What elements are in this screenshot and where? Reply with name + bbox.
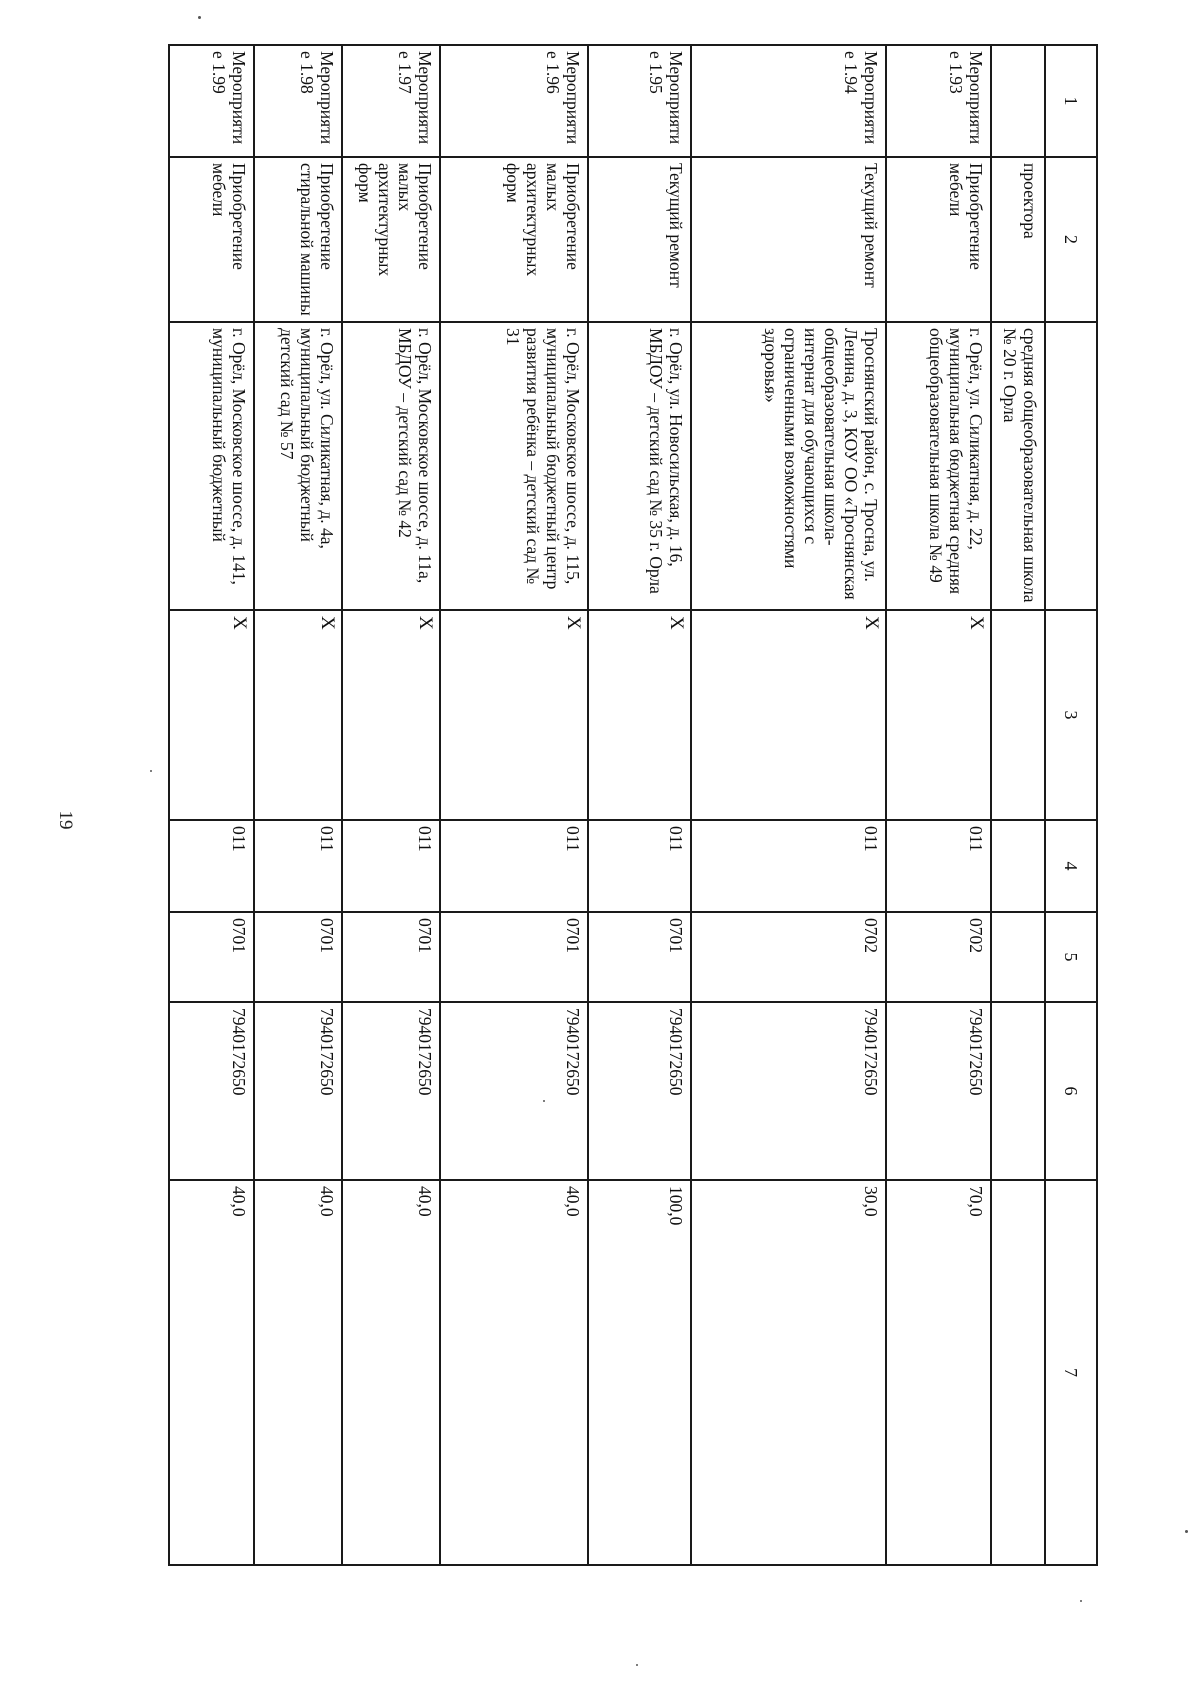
amount-cell: 40,0: [169, 1180, 254, 1565]
amount-cell: 30,0: [691, 1180, 886, 1565]
section-cell: 0701: [342, 912, 439, 1002]
section-cell: 0701: [169, 912, 254, 1002]
code-cell: 011: [886, 820, 991, 912]
code-cell: 011: [691, 820, 886, 912]
code-cell: 011: [254, 820, 343, 912]
header-col-1: 1: [1045, 45, 1097, 157]
mark-cell: X: [254, 610, 343, 820]
scan-speck: [198, 16, 201, 19]
section-cell: [991, 912, 1045, 1002]
amount-cell: 70,0: [886, 1180, 991, 1565]
section-cell: 0701: [588, 912, 691, 1002]
amount-cell: 40,0: [254, 1180, 343, 1565]
address-cell: г. Орёл, ул. Силикатная, д. 22, муниципальная бюджетная средняя общеобразовательная школа № 49: [886, 322, 991, 610]
header-col-2a: 2: [1045, 157, 1097, 322]
amount-cell: 40,0: [342, 1180, 439, 1565]
section-cell: 0701: [440, 912, 588, 1002]
event-cell: Мероприятие 1.99: [169, 45, 254, 157]
header-col-5: 5: [1045, 912, 1097, 1002]
mark-cell: X: [169, 610, 254, 820]
header-row: [1045, 45, 1097, 1565]
target-cell: 7940172650: [169, 1002, 254, 1180]
code-cell: 011: [342, 820, 439, 912]
name-cell: проектора: [991, 157, 1045, 322]
code-cell: [991, 820, 1045, 912]
name-cell: Приобретение мебели: [886, 157, 991, 322]
scan-speck: [636, 1664, 638, 1666]
table-row: [691, 45, 886, 1565]
target-cell: 7940172650: [440, 1002, 588, 1180]
event-cell: Мероприятие 1.97: [342, 45, 439, 157]
target-cell: 7940172650: [342, 1002, 439, 1180]
address-cell: г. Орёл, Московское шоссе, д. 11а, МБДОУ – детский сад № 42: [342, 322, 439, 610]
scan-speck: [1185, 1530, 1188, 1533]
header-col-2b: [1045, 322, 1097, 610]
amount-cell: 40,0: [440, 1180, 588, 1565]
target-cell: [991, 1002, 1045, 1180]
mark-cell: [991, 610, 1045, 820]
event-cell: Мероприятие 1.95: [588, 45, 691, 157]
name-cell: Приобретение малых архитектурных форм: [440, 157, 588, 322]
header-col-4: 4: [1045, 820, 1097, 912]
scan-speck: [1080, 1600, 1082, 1602]
mark-cell: X: [886, 610, 991, 820]
address-cell: Троснянский район, с. Тросна, ул. Ленина, д. 3, КОУ ОО «Троснянская общеобразовательная школа-интернат для обучающихся с ограниченными возможностями здоровья»: [691, 322, 886, 610]
code-cell: 011: [588, 820, 691, 912]
table-row: [254, 45, 343, 1565]
scan-speck: [543, 1100, 545, 1102]
event-cell: [991, 45, 1045, 157]
event-cell: Мероприятие 1.96: [440, 45, 588, 157]
name-cell: Текущий ремонт: [691, 157, 886, 322]
header-col-7: 7: [1045, 1180, 1097, 1565]
table-row: [440, 45, 588, 1565]
table-row: [169, 45, 254, 1565]
target-cell: 7940172650: [691, 1002, 886, 1180]
table-frame: [168, 44, 1098, 1564]
amount-cell: [991, 1180, 1045, 1565]
event-cell: Мероприятие 1.93: [886, 45, 991, 157]
address-cell: г. Орёл, ул. Новосильская, д. 16, МБДОУ – детский сад № 35 г. Орла: [588, 322, 691, 610]
address-cell: средняя общеобразовательная школа № 20 г. Орла: [991, 322, 1045, 610]
table-row: [991, 45, 1045, 1565]
target-cell: 7940172650: [588, 1002, 691, 1180]
name-cell: Приобретение мебели: [169, 157, 254, 322]
name-cell: Текущий ремонт: [588, 157, 691, 322]
section-cell: 0701: [254, 912, 343, 1002]
target-cell: 7940172650: [886, 1002, 991, 1180]
code-cell: 011: [440, 820, 588, 912]
section-cell: 0702: [691, 912, 886, 1002]
event-cell: Мероприятие 1.98: [254, 45, 343, 157]
mark-cell: X: [342, 610, 439, 820]
scan-speck: [150, 770, 152, 772]
measures-table: [168, 44, 1098, 1566]
table-row: [588, 45, 691, 1565]
section-cell: 0702: [886, 912, 991, 1002]
code-cell: 011: [169, 820, 254, 912]
address-cell: г. Орёл, Московское шоссе, д. 141, муниципальный бюджетный: [169, 322, 254, 610]
address-cell: г. Орёл, Московское шоссе, д. 115, муниципальный бюджетный центр развития ребёнка – детский сад № 31: [440, 322, 588, 610]
header-col-6: 6: [1045, 1002, 1097, 1180]
amount-cell: 100,0: [588, 1180, 691, 1565]
table-row: [342, 45, 439, 1565]
name-cell: Приобретение малых архитектурных форм: [342, 157, 439, 322]
target-cell: 7940172650: [254, 1002, 343, 1180]
name-cell: Приобретение стиральной машины: [254, 157, 343, 322]
header-col-3: 3: [1045, 610, 1097, 820]
mark-cell: X: [440, 610, 588, 820]
mark-cell: X: [588, 610, 691, 820]
event-cell: Мероприятие 1.94: [691, 45, 886, 157]
page-number: 19: [55, 810, 76, 830]
address-cell: г. Орёл, ул. Силикатная, д. 4а, муниципальный бюджетный детский сад № 57: [254, 322, 343, 610]
mark-cell: X: [691, 610, 886, 820]
table-row: [886, 45, 991, 1565]
